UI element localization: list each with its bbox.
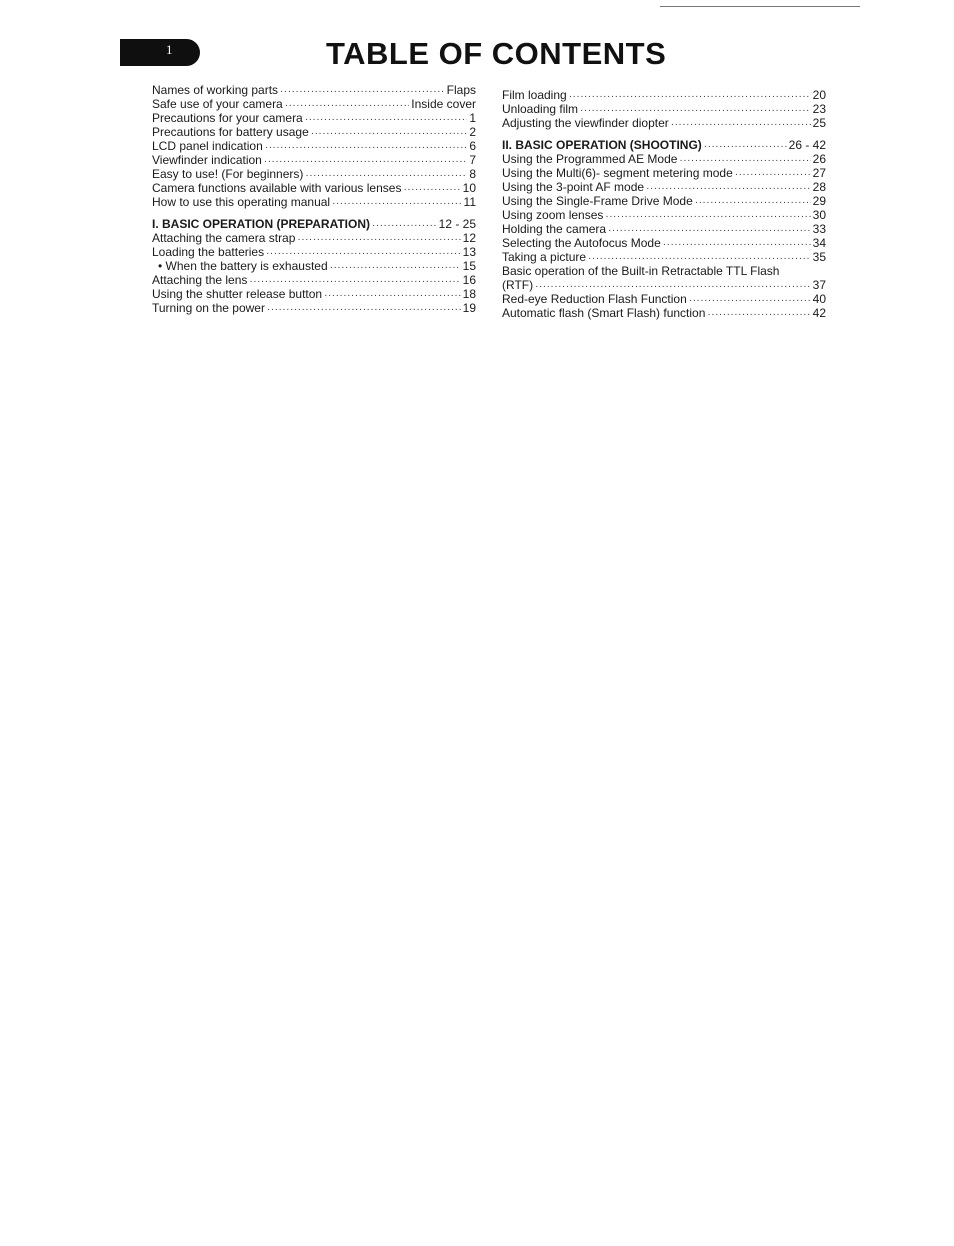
toc-entry[interactable]: Unloading film ····· 23 <box>502 102 826 116</box>
toc-entry[interactable]: Using the shutter release button ····· 18 <box>152 287 476 301</box>
toc-entry[interactable]: Loading the batteries ····· 13 <box>152 245 476 259</box>
toc-entry-line1[interactable]: Basic operation of the Built-in Retractable TTL Flash <box>502 264 780 278</box>
leader-dots <box>330 261 461 275</box>
toc-entry[interactable]: Easy to use! (For beginners) ····· 8 <box>152 167 476 181</box>
leader-dots <box>671 118 811 132</box>
leader-dots <box>324 289 461 303</box>
toc-entry[interactable]: Adjusting the viewfinder diopter ····· 25 <box>502 116 826 130</box>
leader-dots <box>267 303 461 317</box>
leader-dots <box>297 233 460 247</box>
toc-entry[interactable]: Turning on the power ····· 19 <box>152 301 476 315</box>
leader-dots <box>265 141 468 155</box>
toc-entry[interactable]: Viewfinder indication ····· 7 <box>152 153 476 167</box>
toc-entry[interactable]: Selecting the Autofocus Mode ····· 34 <box>502 236 826 250</box>
toc-entry[interactable]: Camera functions available with various lenses ····· 10 <box>152 181 476 195</box>
toc-entry[interactable]: Automatic flash (Smart Flash) function ····· 42 <box>502 306 826 320</box>
leader-dots <box>689 294 811 308</box>
toc-entry[interactable]: Red-eye Reduction Flash Function ····· 40 <box>502 292 826 306</box>
toc-entry[interactable]: LCD panel indication ····· 6 <box>152 139 476 153</box>
toc-entry[interactable]: Using the Single-Frame Drive Mode ····· 29 <box>502 194 826 208</box>
leader-dots <box>605 210 810 224</box>
toc-entry[interactable]: Holding the camera ····· 33 <box>502 222 826 236</box>
toc-entry[interactable]: Attaching the camera strap ····· 12 <box>152 231 476 245</box>
toc-entry[interactable]: Using the 3-point AF mode ····· 28 <box>502 180 826 194</box>
toc-section-heading[interactable]: I. BASIC OPERATION (PREPARATION) ····· 12 - 25 <box>152 217 476 231</box>
toc-entry[interactable]: Names of working parts ····· Flaps <box>152 83 476 97</box>
toc-entry[interactable]: Safe use of your camera ····· Inside cover <box>152 97 476 111</box>
leader-dots <box>372 219 437 233</box>
page-title: TABLE OF CONTENTS <box>326 36 667 71</box>
toc-entry[interactable]: How to use this operating manual ····· 11 <box>152 195 476 209</box>
toc-right-column <box>502 88 826 320</box>
leader-dots <box>695 196 811 210</box>
toc-left-column <box>152 83 476 315</box>
toc-entry[interactable]: Using zoom lenses ····· 30 <box>502 208 826 222</box>
tab-number: 1 <box>166 42 173 57</box>
toc-section-heading[interactable]: II. BASIC OPERATION (SHOOTING) ····· 26 - 42 <box>502 138 826 152</box>
toc-entry-line2[interactable]: (RTF) ····· 37 <box>502 278 826 292</box>
leader-dots <box>311 127 468 141</box>
toc-entry[interactable]: Using the Programmed AE Mode ····· 26 <box>502 152 826 166</box>
page-tab <box>120 39 200 66</box>
top-rule <box>660 6 860 7</box>
leader-dots <box>735 168 811 182</box>
leader-dots <box>403 183 460 197</box>
toc-entry[interactable]: Precautions for battery usage ····· 2 <box>152 125 476 139</box>
leader-dots <box>305 113 468 127</box>
leader-dots <box>285 99 410 113</box>
leader-dots <box>569 90 811 104</box>
toc-entry[interactable]: Precautions for your camera ····· 1 <box>152 111 476 125</box>
toc-entry[interactable]: Attaching the lens ····· 16 <box>152 273 476 287</box>
leader-dots <box>332 197 461 211</box>
leader-dots <box>704 140 787 154</box>
toc-entry[interactable]: Film loading ····· 20 <box>502 88 826 102</box>
toc-entry[interactable]: Taking a picture ····· 35 <box>502 250 826 264</box>
toc-entry[interactable]: Using the Multi(6)- segment metering mode ····· 27 <box>502 166 826 180</box>
leader-dots <box>663 238 811 252</box>
toc-entry[interactable]: • When the battery is exhausted ····· 15 <box>152 259 476 273</box>
leader-dots <box>707 308 810 322</box>
